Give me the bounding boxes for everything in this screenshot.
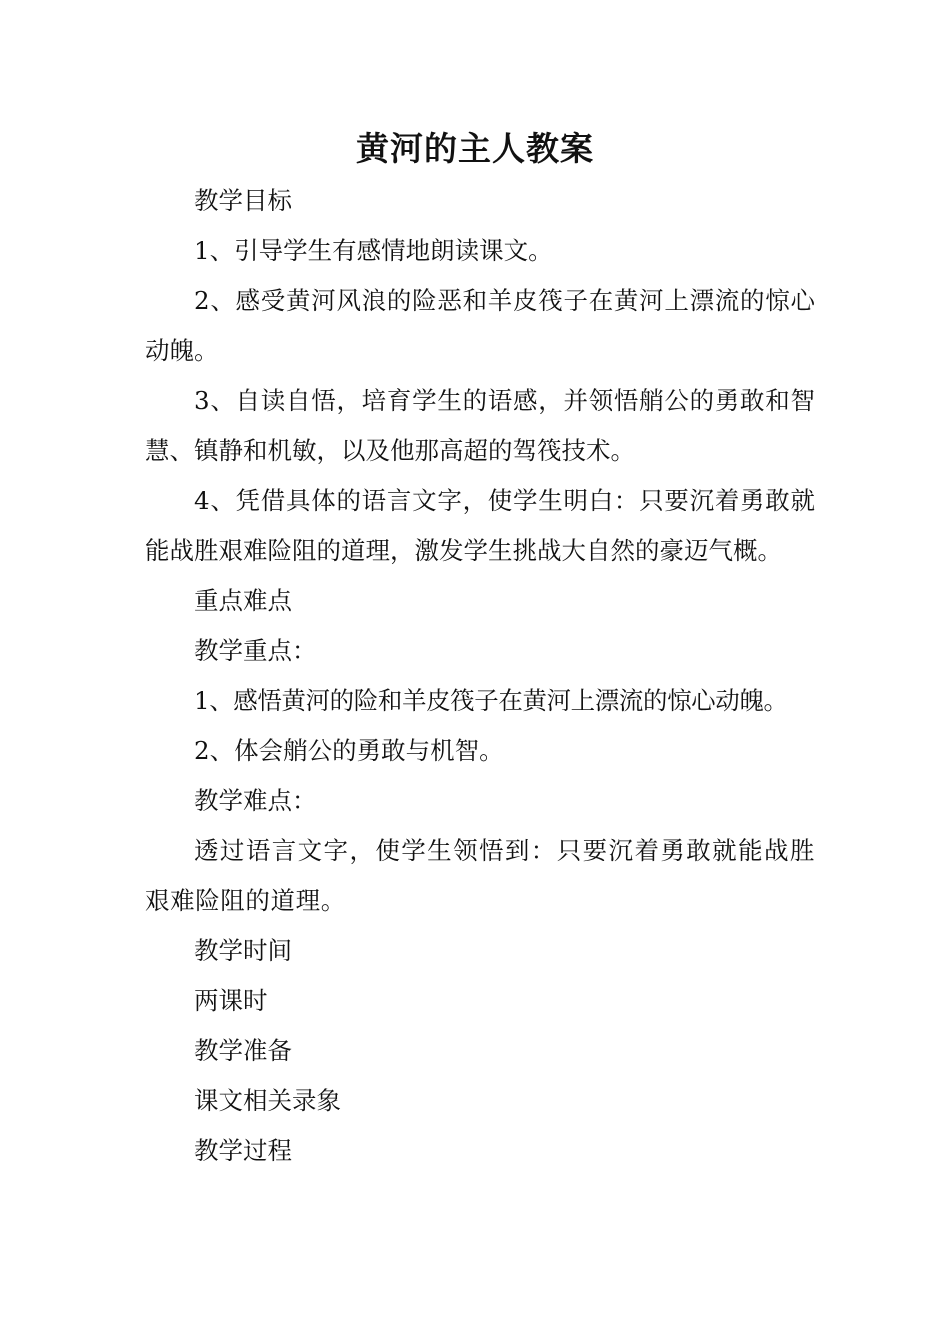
paragraph-difficult-point-1: 透过语言文字，使学生领悟到：只要沉着勇敢就能战胜艰难险阻的道理。	[145, 836, 815, 915]
paragraph-key-point-2: 2、体会艄公的勇敢与机智。	[194, 736, 504, 765]
paragraph-goal-4: 4、凭借具体的语言文字，使学生明白：只要沉着勇敢就能战胜艰难险阻的道理，激发学生挑战大自然的豪迈气概。	[145, 486, 815, 565]
paragraph-difficult-points-heading: 教学难点：	[194, 786, 317, 815]
paragraph-teaching-process-heading: 教学过程	[194, 1136, 292, 1165]
document-body	[145, 176, 815, 1176]
paragraph-teaching-prep-heading: 教学准备	[194, 1036, 292, 1065]
paragraph-teaching-prep-value: 课文相关录象	[194, 1086, 341, 1115]
document-title: 黄河的主人教案	[356, 129, 594, 168]
paragraph-key-points-heading: 教学重点：	[194, 636, 317, 665]
paragraph-teaching-goals-heading: 教学目标	[194, 186, 292, 215]
paragraph-key-point-1: 1、感悟黄河的险和羊皮筏子在黄河上漂流的惊心动魄。	[194, 686, 788, 715]
paragraph-goal-2: 2、感受黄河风浪的险恶和羊皮筏子在黄河上漂流的惊心动魄。	[145, 286, 815, 365]
paragraph-key-difficult-points-heading: 重点难点	[194, 586, 292, 615]
paragraph-teaching-time-value: 两课时	[194, 986, 268, 1015]
paragraph-goal-1: 1、引导学生有感情地朗读课文。	[194, 236, 553, 265]
paragraph-goal-3: 3、自读自悟，培育学生的语感，并领悟艄公的勇敢和智慧、镇静和机敏，以及他那高超的驾筏技术。	[145, 386, 815, 465]
paragraph-teaching-time-heading: 教学时间	[194, 936, 292, 965]
